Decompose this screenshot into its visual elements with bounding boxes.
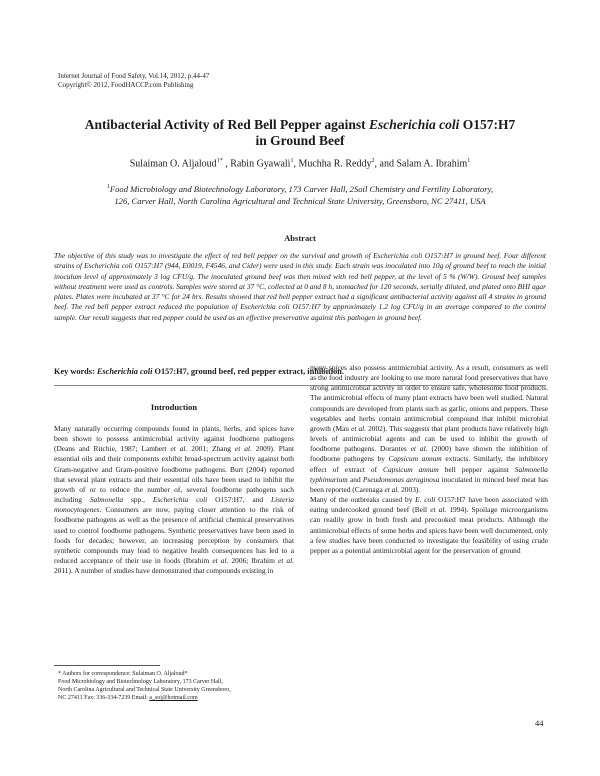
author-1-sup: 1* (216, 158, 223, 164)
intro-right-text-3: (2000) have shown the inhibition of foodborne pathogens by (310, 444, 548, 464)
species-salmonella-typhimurium: Salmonella typhimurium (310, 464, 549, 484)
author-4: , and Salam A. Ibrahim (374, 158, 468, 170)
intro-right-text-4: extracts. Similarly, the inhibitory effect of extract of (310, 454, 549, 474)
intro-left-text-1: Many naturally occurring compounds found in plants, herbs, and spices have been shown to possess antimicrobial activity against foodborne pathogens (Deans and Ritchie, 1987; Lambert (54, 424, 294, 454)
intro-right-text-10: O157:H7 have been associated with eating undercooked ground beef (Bell (310, 495, 548, 515)
title-part2: O157:H7 (459, 117, 516, 132)
species-salmonella: Salmonella (89, 495, 124, 505)
intro-right-text-11: 1994). Spoilage microorganisms can readily grow in both fresh and precooked meat products. Although the antimicrobial effects of some herbs and spices have been well documented, only a few studies have been conducted to investigate the feasibility of using crude pepper as a potential antimicrobial agent for the preservation of ground (310, 505, 549, 555)
intro-left-text-2: 2001; Zhang (187, 444, 235, 454)
introduction-heading: Introduction (150, 402, 198, 412)
title-species: Escherichia coli (369, 117, 460, 132)
intro-right-text-8: 2003). (399, 484, 421, 494)
copyright-line: Copyright© 2012, FoodHACCP.com Publishing (58, 81, 194, 89)
footnote-line-4 (58, 694, 298, 702)
author-2-sup: 1 (290, 158, 294, 164)
author-2: , Rabin Gyawali (222, 158, 291, 170)
et-al: et al. (212, 556, 229, 566)
intro-right-text-7: inoculated in minced beef meat has been reported (Carenaga (310, 474, 548, 494)
et-al: et al. (277, 556, 295, 566)
species-ecoli-short: E. coli (415, 495, 436, 505)
et-al: et al. (234, 444, 252, 454)
intro-right-text-5: bell pepper against (438, 464, 515, 474)
intro-left-text-7: 2006; Ibrahim (228, 556, 278, 566)
intro-left-column (54, 424, 294, 576)
et-al: et al. (170, 444, 188, 454)
author-3-sup: 2 (371, 158, 375, 164)
keywords-label: Key words: (54, 367, 97, 376)
keywords-species: Escherichia coli (96, 367, 153, 376)
et-al: et al. (384, 484, 400, 494)
intro-left-text-6: . Consumers are now, paying closer attention to the risk of foodborne pathogens as well as the presence of artificial chemical preservatives used to control foodborne pathogens. Synthetic preservatives have been used in foods for decades; however, an increasing perception by consumers that synthetic compounds may lead to negative health consequences has led to a reduced acceptance of their use in foods (Ibrahim (54, 505, 294, 566)
intro-left-text-8: 2011). A number of studies have demonstrated that compounds existing in (54, 566, 274, 576)
affiliation-line-2: 126, Carver Hall, North Carolina Agricultural and Technical State University, Greensboro, NC 27411, USA (114, 195, 486, 206)
footnote-line-2: Food Microbiology and Biotechnology Laboratory, 173 Carver Hall, (58, 679, 223, 685)
species-ecoli: Escherichia coli (152, 495, 208, 505)
footnote-divider (54, 665, 160, 666)
intro-right-text-1: many spices also possess antimicrobial activity. As a result, consumers as well as the food industry are looking to use more natural food preservatives that have strong antimicrobial activity in order to ensure safe, wholesome food products. The antimicrobial effects of many plant extracts have been well studied. Natural compounds are developed from plants such as garlic, onions and peppers. These vegetables and herbs contain antimicrobial compound that inhibit microbial growth (Mau (310, 363, 548, 433)
email-link[interactable]: a_soj@hotmail.com (149, 695, 198, 701)
intro-left-text-5: O157:H7, and (207, 495, 271, 505)
species-capsicum: Capsicum annum (383, 464, 439, 474)
journal-citation: Internet Journal of Food Safety, Vol.14, 2012, p.44-47 (58, 72, 210, 80)
species-capsicum: Capsicum annum (388, 454, 442, 464)
intro-left-text-4: spp., (123, 495, 153, 505)
species-listeria: Listeria monocytogenes (54, 495, 294, 515)
title-part1: Antibacterial Activity of Red Bell Pepper against (84, 117, 370, 132)
et-al: et al. (430, 505, 447, 515)
species-pseudomonas: Pseudomonas aeruginosa (362, 474, 440, 484)
author-4-sup: 1 (467, 158, 471, 164)
keywords-rest: O157:H7, ground beef, red pepper extract, inhibition. (152, 367, 344, 376)
abstract-text: The objective of this study was to investigate the effect of red bell pepper on the survival and growth of Escherichia coli O157:H7 in ground beef. Four different strains of Escherichia coli O157:H7 (944, E0019, F4546, and Cider) were used in this study. Each strain was inoculated into 10g of ground beef to reach the initial inoculum level of approximately 3 log CFU/g. The inoculated ground beef was then mixed with red bell pepper, at the level of 5 % (W/W). Ground beef samples without treatment were used as controls. Samples were stored at 37 °C, collected at 0 and 8 h, stomached for 120 seconds, serially diluted, and plated onto BHI agar plates. Plates were incubated at 37 °C for 24 hrs. Results showed that red bell pepper extract had a significant antibacterial activity against all 4 strains in ground beef. The red bell pepper extract reduced the population of Escherichia coli O157:H7 by approximately 1.2 log CFU/g in an average compared to the control sample. Our result suggests that red pepper could be used as an effective preservative against this pathogen in ground beef. (54, 251, 546, 322)
journal-header (58, 72, 209, 90)
intro-right-column (310, 363, 548, 556)
author-3: , Muchha R. Reddy (293, 158, 372, 170)
author-1: Sulaiman O. Aljaloud (129, 158, 217, 170)
author-list (40, 158, 560, 169)
et-al: et al. (410, 444, 428, 454)
affiliation-sup: 1 (106, 184, 110, 190)
page-number: 44 (535, 718, 544, 728)
et-al: et al. (351, 423, 367, 433)
footnote-contact: NC 27411 Fax: 336-334-7239 Email: (58, 695, 150, 701)
intro-right-text-9: Many of the outbreaks caused by (310, 495, 416, 505)
intro-left-text-3: 2009). Plant essential oils and their components exhibit broad-spectrum activity against both Gram-negative and Gram-positive foodborne pathogens. Burt (2004) reported that several plant extracts and their essential oils have been used to inhibit the growth of or to reduce the number of, several foodborne pathogens such including (54, 444, 295, 505)
affiliation-line-1: Food Microbiology and Biotechnology Laboratory, 173 Carver Hall, 2Soil Chemistry and Fertility Laboratory, (109, 183, 494, 194)
footnote-line-1: * Authors for correspondence: Sulaiman O. Aljaloud* (58, 671, 188, 677)
affiliations (50, 181, 550, 207)
footnote-line-3: North Carolina Agricultural and Technical State University Greensboro, (58, 687, 231, 693)
intro-right-text-2: 2002). This suggests that plant products have relatively high levels of antimicrobial agents and can be used to inhibit the growth of foodborne pathogens. Dorantes (310, 423, 548, 454)
intro-right-text-6: and (347, 474, 363, 484)
title-line2: in Ground Beef (255, 133, 345, 148)
abstract-heading: Abstract (284, 233, 316, 243)
correspondence-footnote (58, 670, 298, 702)
paper-title (40, 117, 560, 149)
